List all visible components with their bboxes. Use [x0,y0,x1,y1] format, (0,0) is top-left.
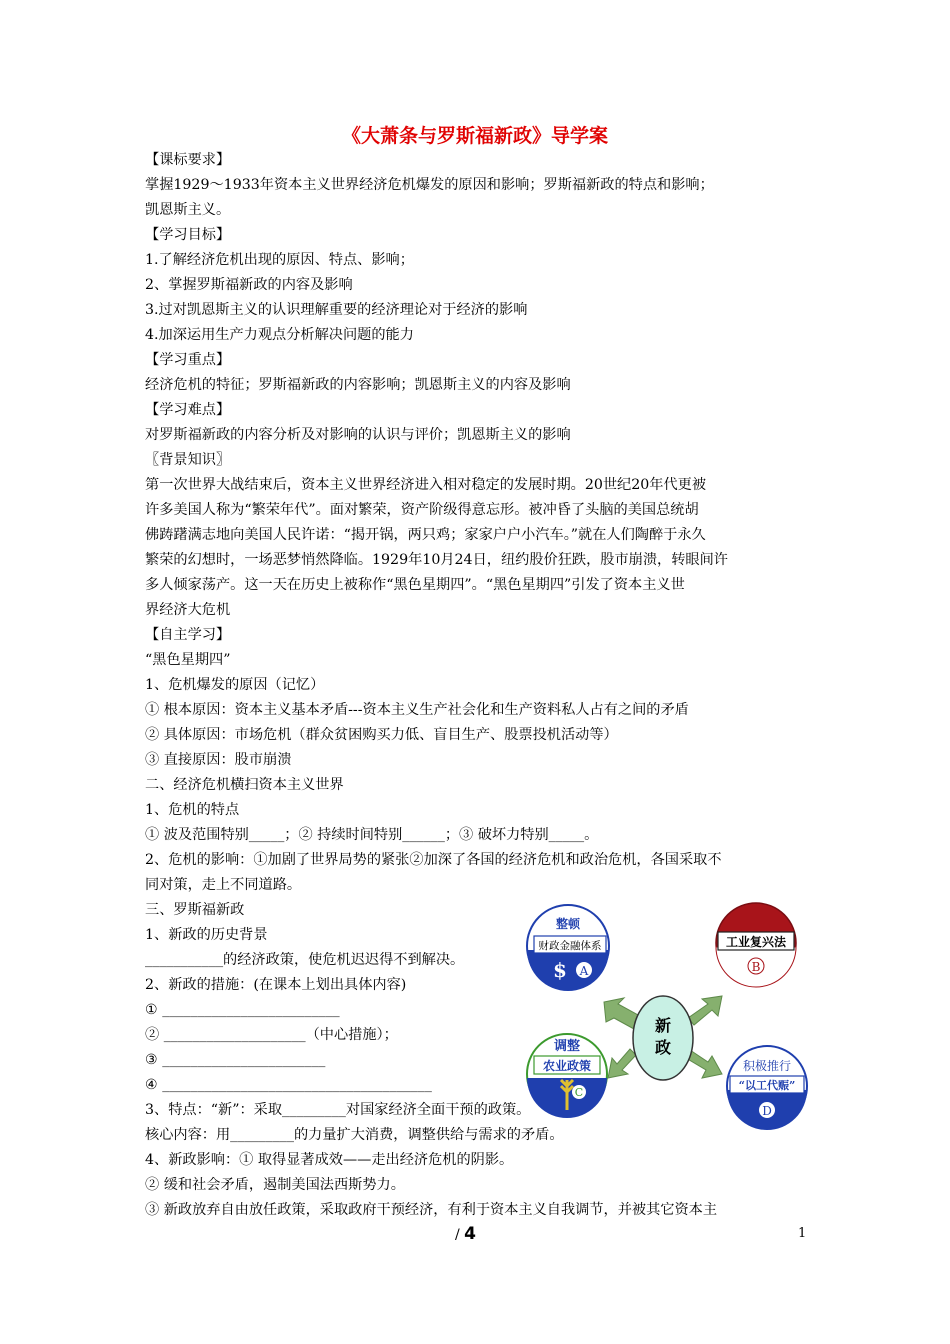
badge-a [527,905,609,991]
text-line: 【课标要求】 [145,152,231,168]
text-line: 许多美国人称为“繁荣年代”。面对繁荣，资产阶级得意忘形。被冲昏了头脑的美国总统胡 [145,502,699,518]
text-line: ④ ______________________________________ [145,1077,432,1093]
text-line: ③ 新政放弃自由放任政策，采取政府干预经济，有利于资本主义自我调节，并被其它资本主 [145,1202,718,1218]
text-line: 三、罗斯福新政 [145,902,245,918]
center-char-1: 新 [654,1016,672,1035]
text-line: ① 波及范围特别_____；② 持续时间特别______；③ 破坏力特别_____。 [145,827,599,843]
badge-b-label: 工业复兴法 [725,935,787,949]
text-line: 繁荣的幻想时，一场恶梦悄然降临。1929年10月24日，纽约股价狂跌，股市崩溃，转眼间许 [145,552,728,568]
badge-d-top: 积极推行 [742,1059,792,1073]
new-deal-diagram [522,898,812,1130]
page-counter-slash: / [455,1227,460,1243]
page-counter [455,1224,476,1244]
text-line: 1、危机的特点 [145,802,240,818]
text-line: 〖背景知识〗 [145,452,231,468]
text-line: 二、经济危机横扫资本主义世界 [145,777,344,793]
text-line: 2、危机的影响：①加剧了世界局势的紧张②加深了各国的经济危机和政治危机，各国采取不 [145,852,722,868]
text-line: 2、掌握罗斯福新政的内容及影响 [145,277,353,293]
center-char-2: 政 [654,1038,672,1057]
text-line: 4.加深运用生产力观点分析解决问题的能力 [145,327,414,343]
dollar-icon: $ [553,958,567,982]
badge-c [527,1034,607,1118]
text-line: 经济危机的特征；罗斯福新政的内容影响；凯恩斯主义的内容及影响 [145,377,571,393]
text-line: 核心内容：用_________的力量扩大消费，调整供给与需求的矛盾。 [145,1127,564,1143]
text-line: 佛踌躇满志地向美国人民许诺：“揭开锅，两只鸡；家家户户小汽车。”就在人们陶醉于永久 [145,527,706,543]
text-line: 第一次世界大战结束后，资本主义世界经济进入相对稳定的发展时期。20世纪20年代更被 [145,477,707,493]
page-number: 1 [798,1226,807,1241]
text-line: “黑色星期四” [145,652,231,668]
text-line: 1、危机爆发的原因（记忆） [145,677,325,693]
text-line: 多人倾家荡产。这一天在历史上被称作“黑色星期四”。“黑色星期四”引发了资本主义世 [145,577,685,593]
text-line: 界经济大危机 [145,602,231,618]
badge-c-top: 调整 [553,1039,581,1054]
text-line: 凯恩斯主义。 [145,202,231,218]
text-line: 1.了解经济危机出现的原因、特点、影响； [145,252,414,268]
page-counter-total: 4 [464,1224,477,1244]
text-line: 【自主学习】 [145,627,231,643]
text-line: ② 缓和社会矛盾，遏制美国法西斯势力。 [145,1177,405,1193]
text-line: 对罗斯福新政的内容分析及对影响的认识与评价；凯恩斯主义的影响 [145,427,571,443]
text-line: ② ____________________（中心措施）； [145,1027,398,1043]
text-line: ① _________________________ [145,1002,340,1018]
text-line: 2、新政的措施：(在课本上划出具体内容) [145,977,407,993]
badge-d [727,1046,807,1130]
text-line: 3、特点：“新”：采取_________对国家经济全面干预的政策。 [145,1102,531,1118]
document-title: 《大萧条与罗斯福新政》导学案 [341,125,608,147]
text-line: ① 根本原因：资本主义基本矛盾---资本主义生产社会化和生产资料私人占有之间的矛盾 [145,702,689,718]
text-line: 掌握1929～1933年资本主义世界经济危机爆发的原因和影响；罗斯福新政的特点和影响； [145,177,714,193]
badge-d-label: “以工代赈” [738,1079,796,1092]
text-line: ② 具体原因：市场危机（群众贫困购买力低、盲目生产、股票投机活动等） [145,727,618,743]
badge-a-top: 整顿 [555,917,581,931]
text-line: 4、新政影响：① 取得显著成效——走出经济危机的阴影。 [145,1152,514,1168]
text-line: ③ 直接原因：股市崩溃 [145,752,292,768]
arrow-to-b [688,996,722,1025]
arrow-to-c [608,1049,636,1078]
badge-a-letter: A [579,964,589,978]
text-line: 3.过对凯恩斯主义的认识理解重要的经济理论对于经济的影响 [145,302,528,318]
badge-a-label: 财政金融体系 [538,940,602,952]
text-line: 【学习目标】 [145,227,231,243]
text-line: ___________的经济政策，使危机迟迟得不到解决。 [145,952,465,968]
text-line: 1、新政的历史背景 [145,927,268,943]
text-line: 【学习难点】 [145,402,231,418]
text-line: 同对策，走上不同道路。 [145,877,302,893]
badge-b-letter: B [751,960,761,974]
text-line: 【学习重点】 [145,352,231,368]
badge-d-letter: D [762,1104,772,1118]
badge-b [716,903,796,987]
text-line: ③ _______________________ [145,1052,326,1068]
badge-c-label: 农业政策 [542,1059,592,1073]
badge-c-letter: C [574,1086,584,1099]
